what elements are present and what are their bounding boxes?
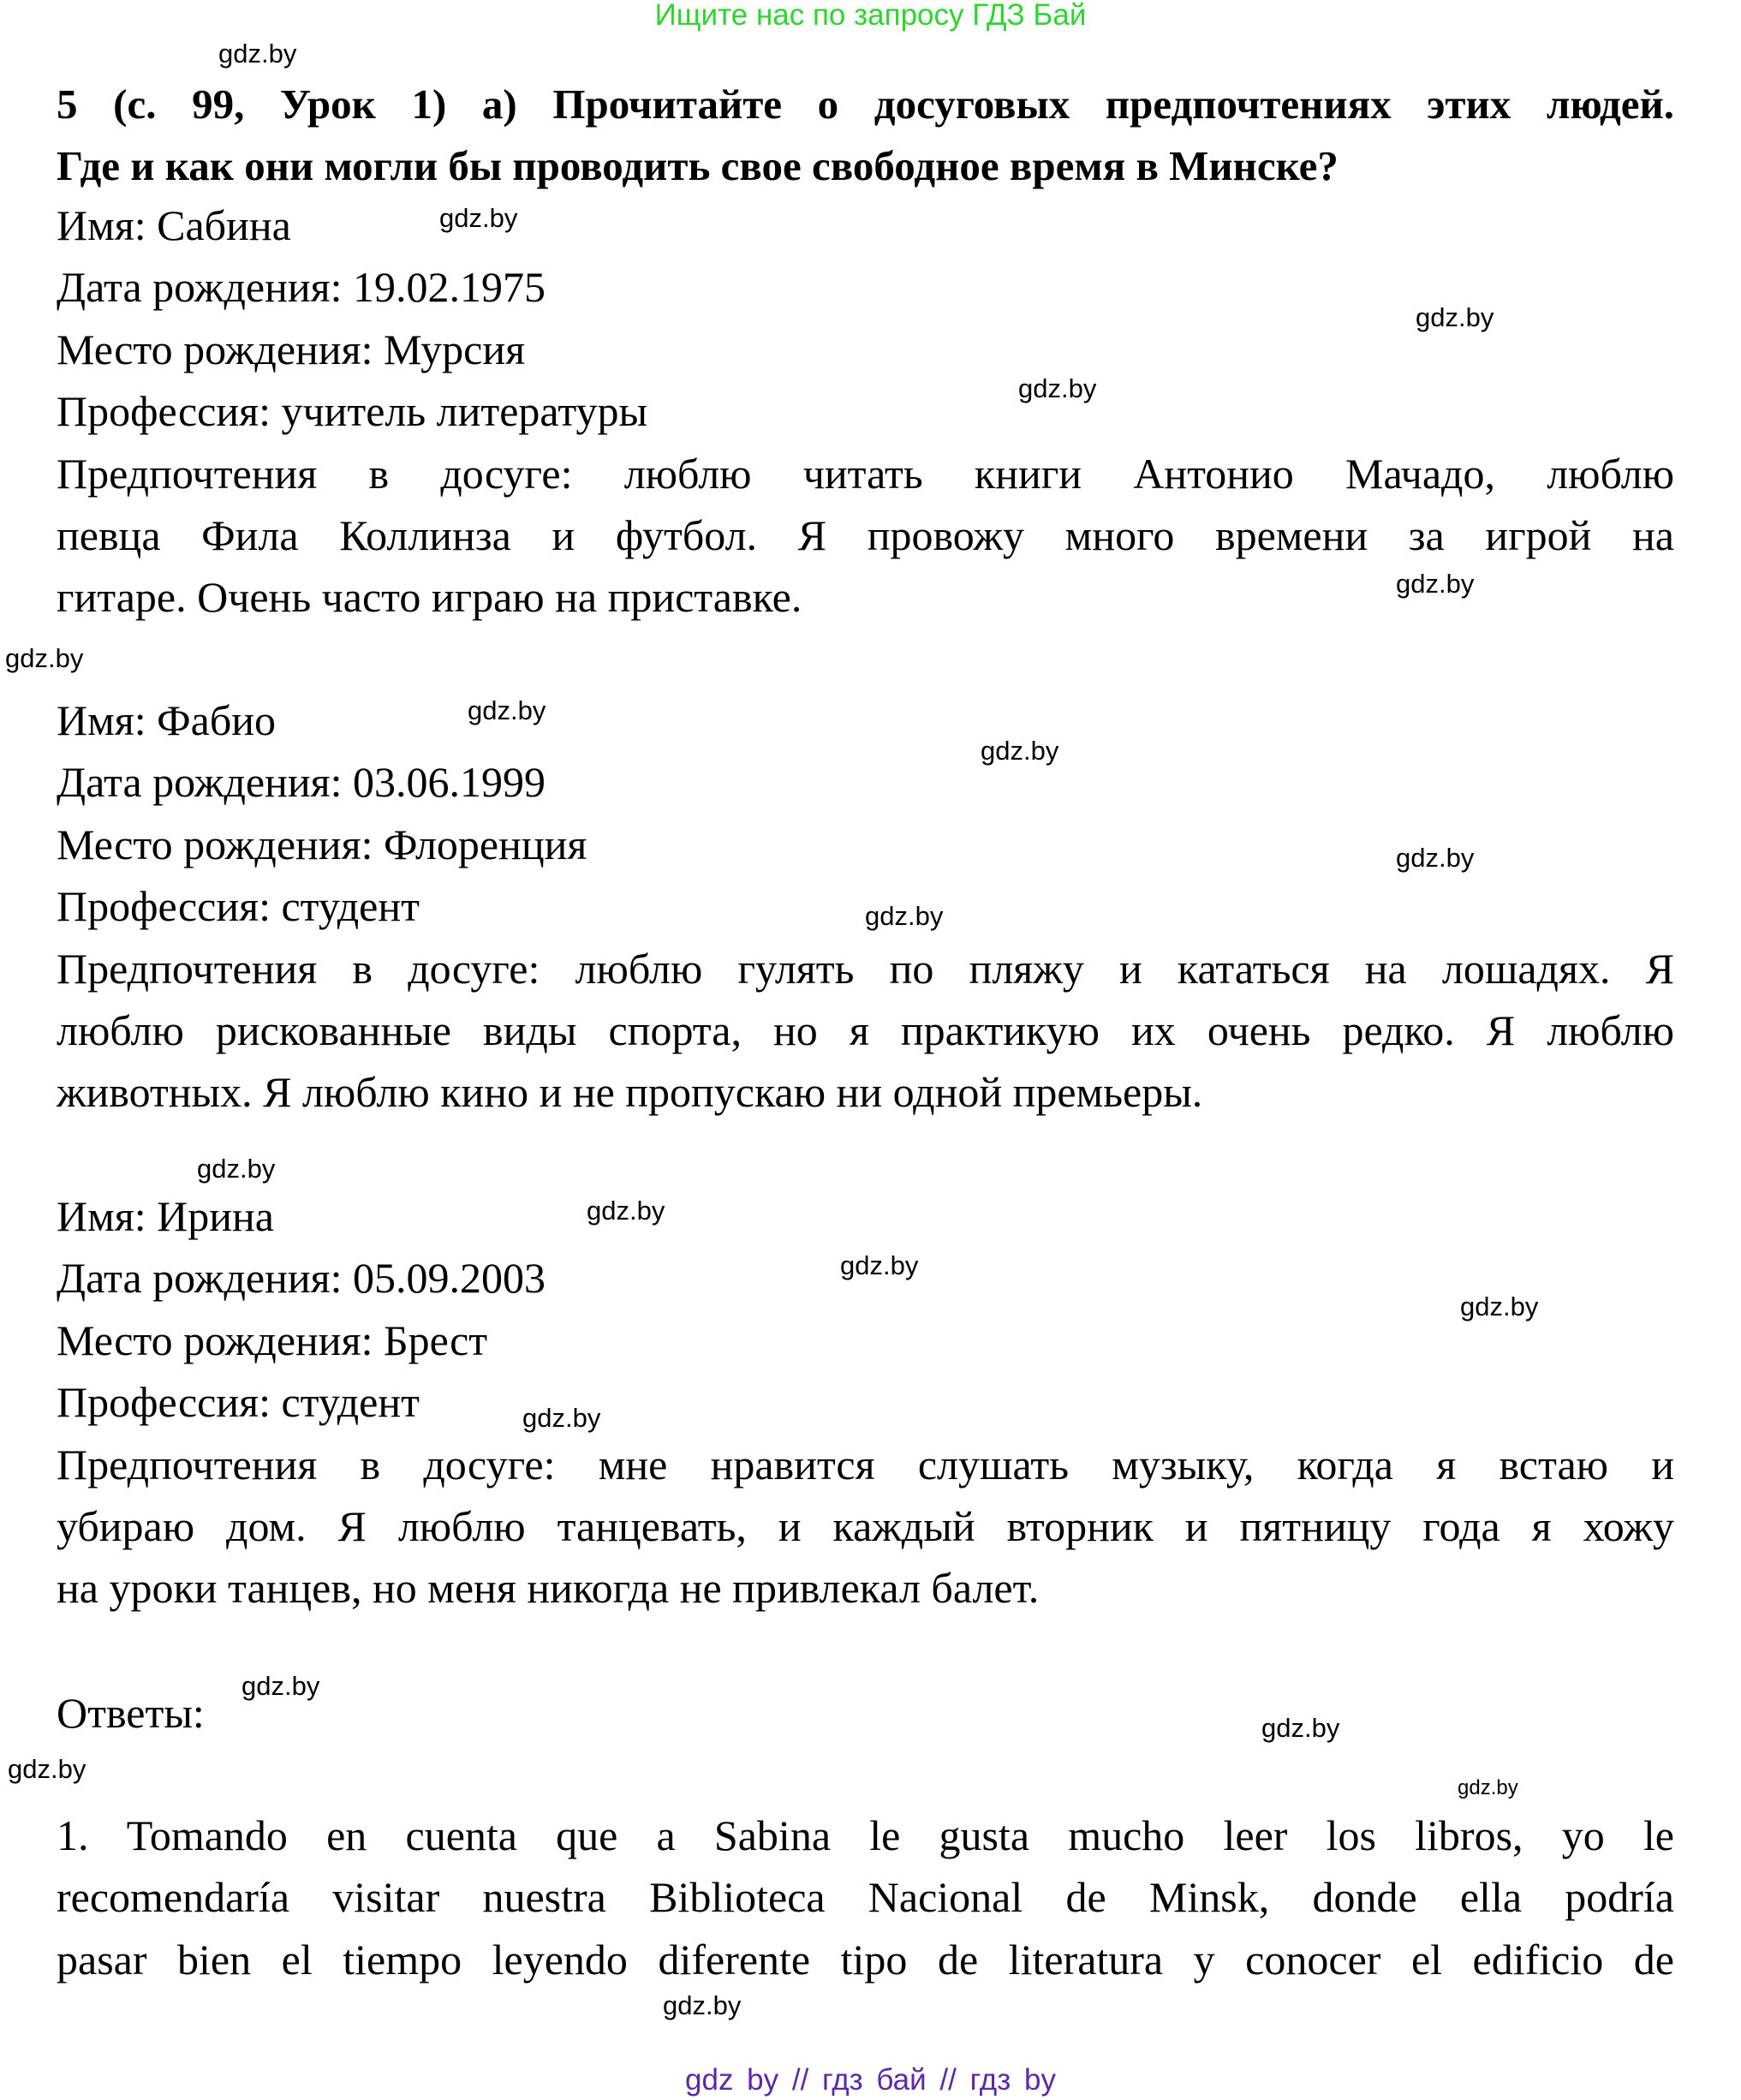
text-line: Профессия: студент	[57, 882, 420, 931]
text-line: pasar bien el tiempo leyendo diferente tipo de literatura y conocer el edificio de	[57, 1935, 1674, 1984]
watermark: gdz.by	[241, 1671, 320, 1701]
text-line: гитаре. Очень часто играю на приставке.	[57, 573, 802, 622]
watermark: gdz.by	[8, 1754, 86, 1784]
watermark: gdz.by	[981, 736, 1059, 766]
watermark: gdz.by	[1261, 1713, 1340, 1743]
text-line: Имя: Ирина	[57, 1192, 274, 1240]
text-line: Где и как они могли бы проводить свое свободное время в Минске?	[57, 142, 1339, 190]
watermark: gdz.by	[663, 1990, 742, 2020]
text-line: Дата рождения: 05.09.2003	[57, 1254, 546, 1303]
text-line: Место рождения: Брест	[57, 1315, 488, 1364]
text-line: убираю дом. Я люблю танцевать, и каждый вторник и пятницу года я хожу	[57, 1501, 1674, 1550]
text-line: Имя: Сабина	[57, 201, 291, 249]
footer-links[interactable]: gdz by // гдз бай // гдз by	[685, 2063, 1056, 2097]
text-line: recomendaría visitar nuestra Biblioteca Nacional de Minsk, donde ella podría	[57, 1873, 1674, 1922]
text-line-row	[57, 689, 1674, 751]
text-line: на уроки танцев, но меня никогда не привлекал балет.	[57, 1564, 1040, 1613]
text-line-row	[57, 1371, 1674, 1433]
text-line-row	[57, 135, 1674, 197]
watermark: gdz.by	[1018, 373, 1097, 403]
watermark: gdz.by	[1460, 1292, 1539, 1321]
watermark: gdz.by	[1396, 843, 1475, 873]
text-line: Предпочтения в досуге: люблю гулять по пляжу и кататься на лошадях. Я	[57, 944, 1674, 993]
watermark: gdz.by	[5, 643, 84, 673]
watermark: gdz.by	[1458, 1776, 1518, 1799]
text-line: 5 (с. 99, Урок 1) а) Прочитайте о досуговых предпочтениях этих людей.	[57, 81, 1674, 128]
exercise-title	[57, 74, 1674, 198]
text-line-row	[57, 1557, 1674, 1619]
watermark: gdz.by	[587, 1196, 665, 1226]
text-line: Имя: Фабио	[57, 696, 277, 744]
text-line: Дата рождения: 19.02.1975	[57, 263, 546, 312]
watermark: gdz.by	[522, 1403, 601, 1433]
text-line: 1. Tomando en cuenta que a Sabina le gusta mucho leer los libros, yo le	[57, 1811, 1674, 1859]
watermark: gdz.by	[840, 1250, 919, 1280]
text-line-row	[57, 380, 1674, 442]
text-line: Место рождения: Флоренция	[57, 820, 587, 868]
text-line: Профессия: студент	[57, 1378, 420, 1427]
search-banner: Ищите нас по запросу ГДЗ Бай	[654, 0, 1087, 32]
watermark: gdz.by	[865, 901, 944, 931]
text-line: Место рождения: Мурсия	[57, 325, 526, 373]
text-line-row	[57, 1185, 1674, 1247]
text-line: Дата рождения: 03.06.1999	[57, 758, 546, 807]
text-line-row	[57, 1310, 1674, 1371]
watermark: gdz.by	[218, 39, 297, 69]
profile-sabina	[57, 194, 1674, 629]
text-line-row	[57, 194, 1674, 256]
text-line-row	[57, 1061, 1674, 1123]
watermark: gdz.by	[1416, 302, 1494, 332]
watermark: gdz.by	[1396, 569, 1475, 599]
watermark: gdz.by	[439, 203, 518, 233]
answer-paragraph	[57, 1805, 1674, 1990]
answers-heading: Ответы:	[57, 1689, 205, 1737]
watermark: gdz.by	[197, 1154, 276, 1184]
text-line: Предпочтения в досуге: мне нравится слушать музыку, когда я встаю и	[57, 1440, 1674, 1488]
text-line-row	[57, 751, 1674, 813]
text-line: Профессия: учитель литературы	[57, 387, 648, 436]
text-line: животных. Я люблю кино и не пропускаю ни одной премьеры.	[57, 1068, 1203, 1117]
text-line: Предпочтения в досуге: люблю читать книги Антонио Мачадо, люблю	[57, 449, 1674, 498]
text-line: певца Фила Коллинза и футбол. Я провожу много времени за игрой на	[57, 510, 1674, 559]
watermark: gdz.by	[468, 695, 546, 725]
text-line: люблю рискованные виды спорта, но я практикую их очень редко. Я люблю	[57, 1005, 1674, 1054]
